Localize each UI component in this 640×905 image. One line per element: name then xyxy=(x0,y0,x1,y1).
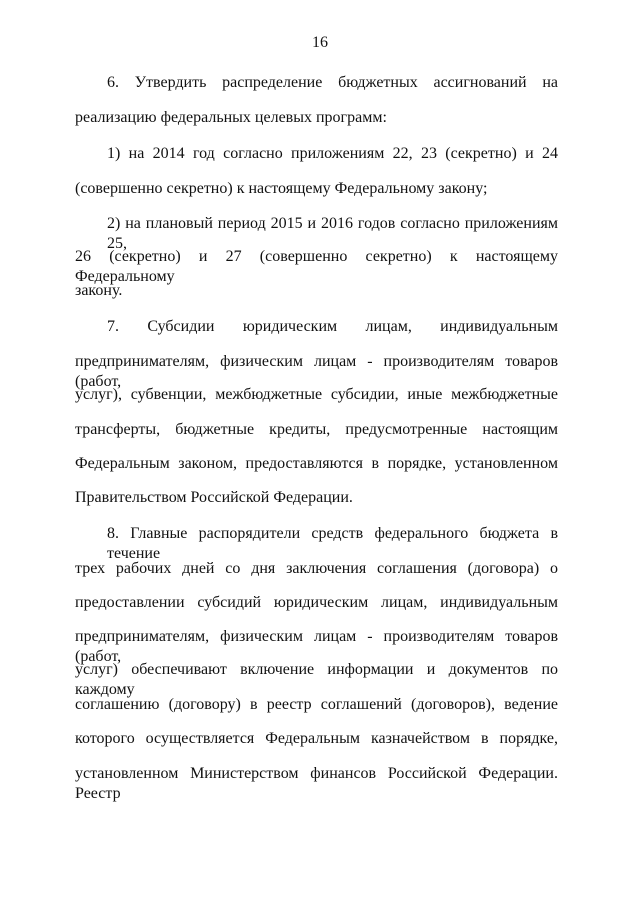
text-line: 2) на плановый период 2015 и 2016 годов согласно приложениям 25, xyxy=(107,215,558,252)
text-line: закону. xyxy=(75,282,123,299)
text-line: которого осуществляется Федеральным казначейством в порядке, xyxy=(75,730,558,747)
text-line: услуг), субвенции, межбюджетные субсидии, иные межбюджетные xyxy=(75,386,558,403)
text-line: трансферты, бюджетные кредиты, предусмотренные настоящим xyxy=(75,421,558,438)
text-line: 26 (секретно) и 27 (совершенно секретно) к настоящему Федеральному xyxy=(75,248,558,285)
text-line: 7. Субсидии юридическим лицам, индивидуальным xyxy=(107,318,558,335)
text-line: соглашению (договору) в реестр соглашений (договоров), ведение xyxy=(75,696,558,713)
text-line: установленном Министерством финансов Российской Федерации. Реестр xyxy=(75,765,558,802)
text-line: предоставлении субсидий юридическим лицам, индивидуальным xyxy=(75,594,558,611)
text-line: трех рабочих дней со дня заключения соглашения (договора) о xyxy=(75,560,558,577)
text-line: реализацию федеральных целевых программ: xyxy=(75,109,387,126)
text-line: 8. Главные распорядители средств федерального бюджета в течение xyxy=(107,525,558,562)
text-line: 6. Утвердить распределение бюджетных ассигнований на xyxy=(107,74,558,91)
text-line: 1) на 2014 год согласно приложениям 22, 23 (секретно) и 24 xyxy=(107,145,558,162)
text-line: Федеральным законом, предоставляются в порядке, установленном xyxy=(75,455,558,472)
text-line: услуг) обеспечивают включение информации и документов по каждому xyxy=(75,661,558,698)
text-line: (совершенно секретно) к настоящему Федеральному закону; xyxy=(75,180,488,197)
page-number: 16 xyxy=(312,34,328,51)
text-line: предпринимателям, физическим лицам - производителям товаров (работ, xyxy=(75,353,558,390)
text-line: Правительством Российской Федерации. xyxy=(75,489,353,506)
text-line: предпринимателям, физическим лицам - производителям товаров (работ, xyxy=(75,628,558,665)
